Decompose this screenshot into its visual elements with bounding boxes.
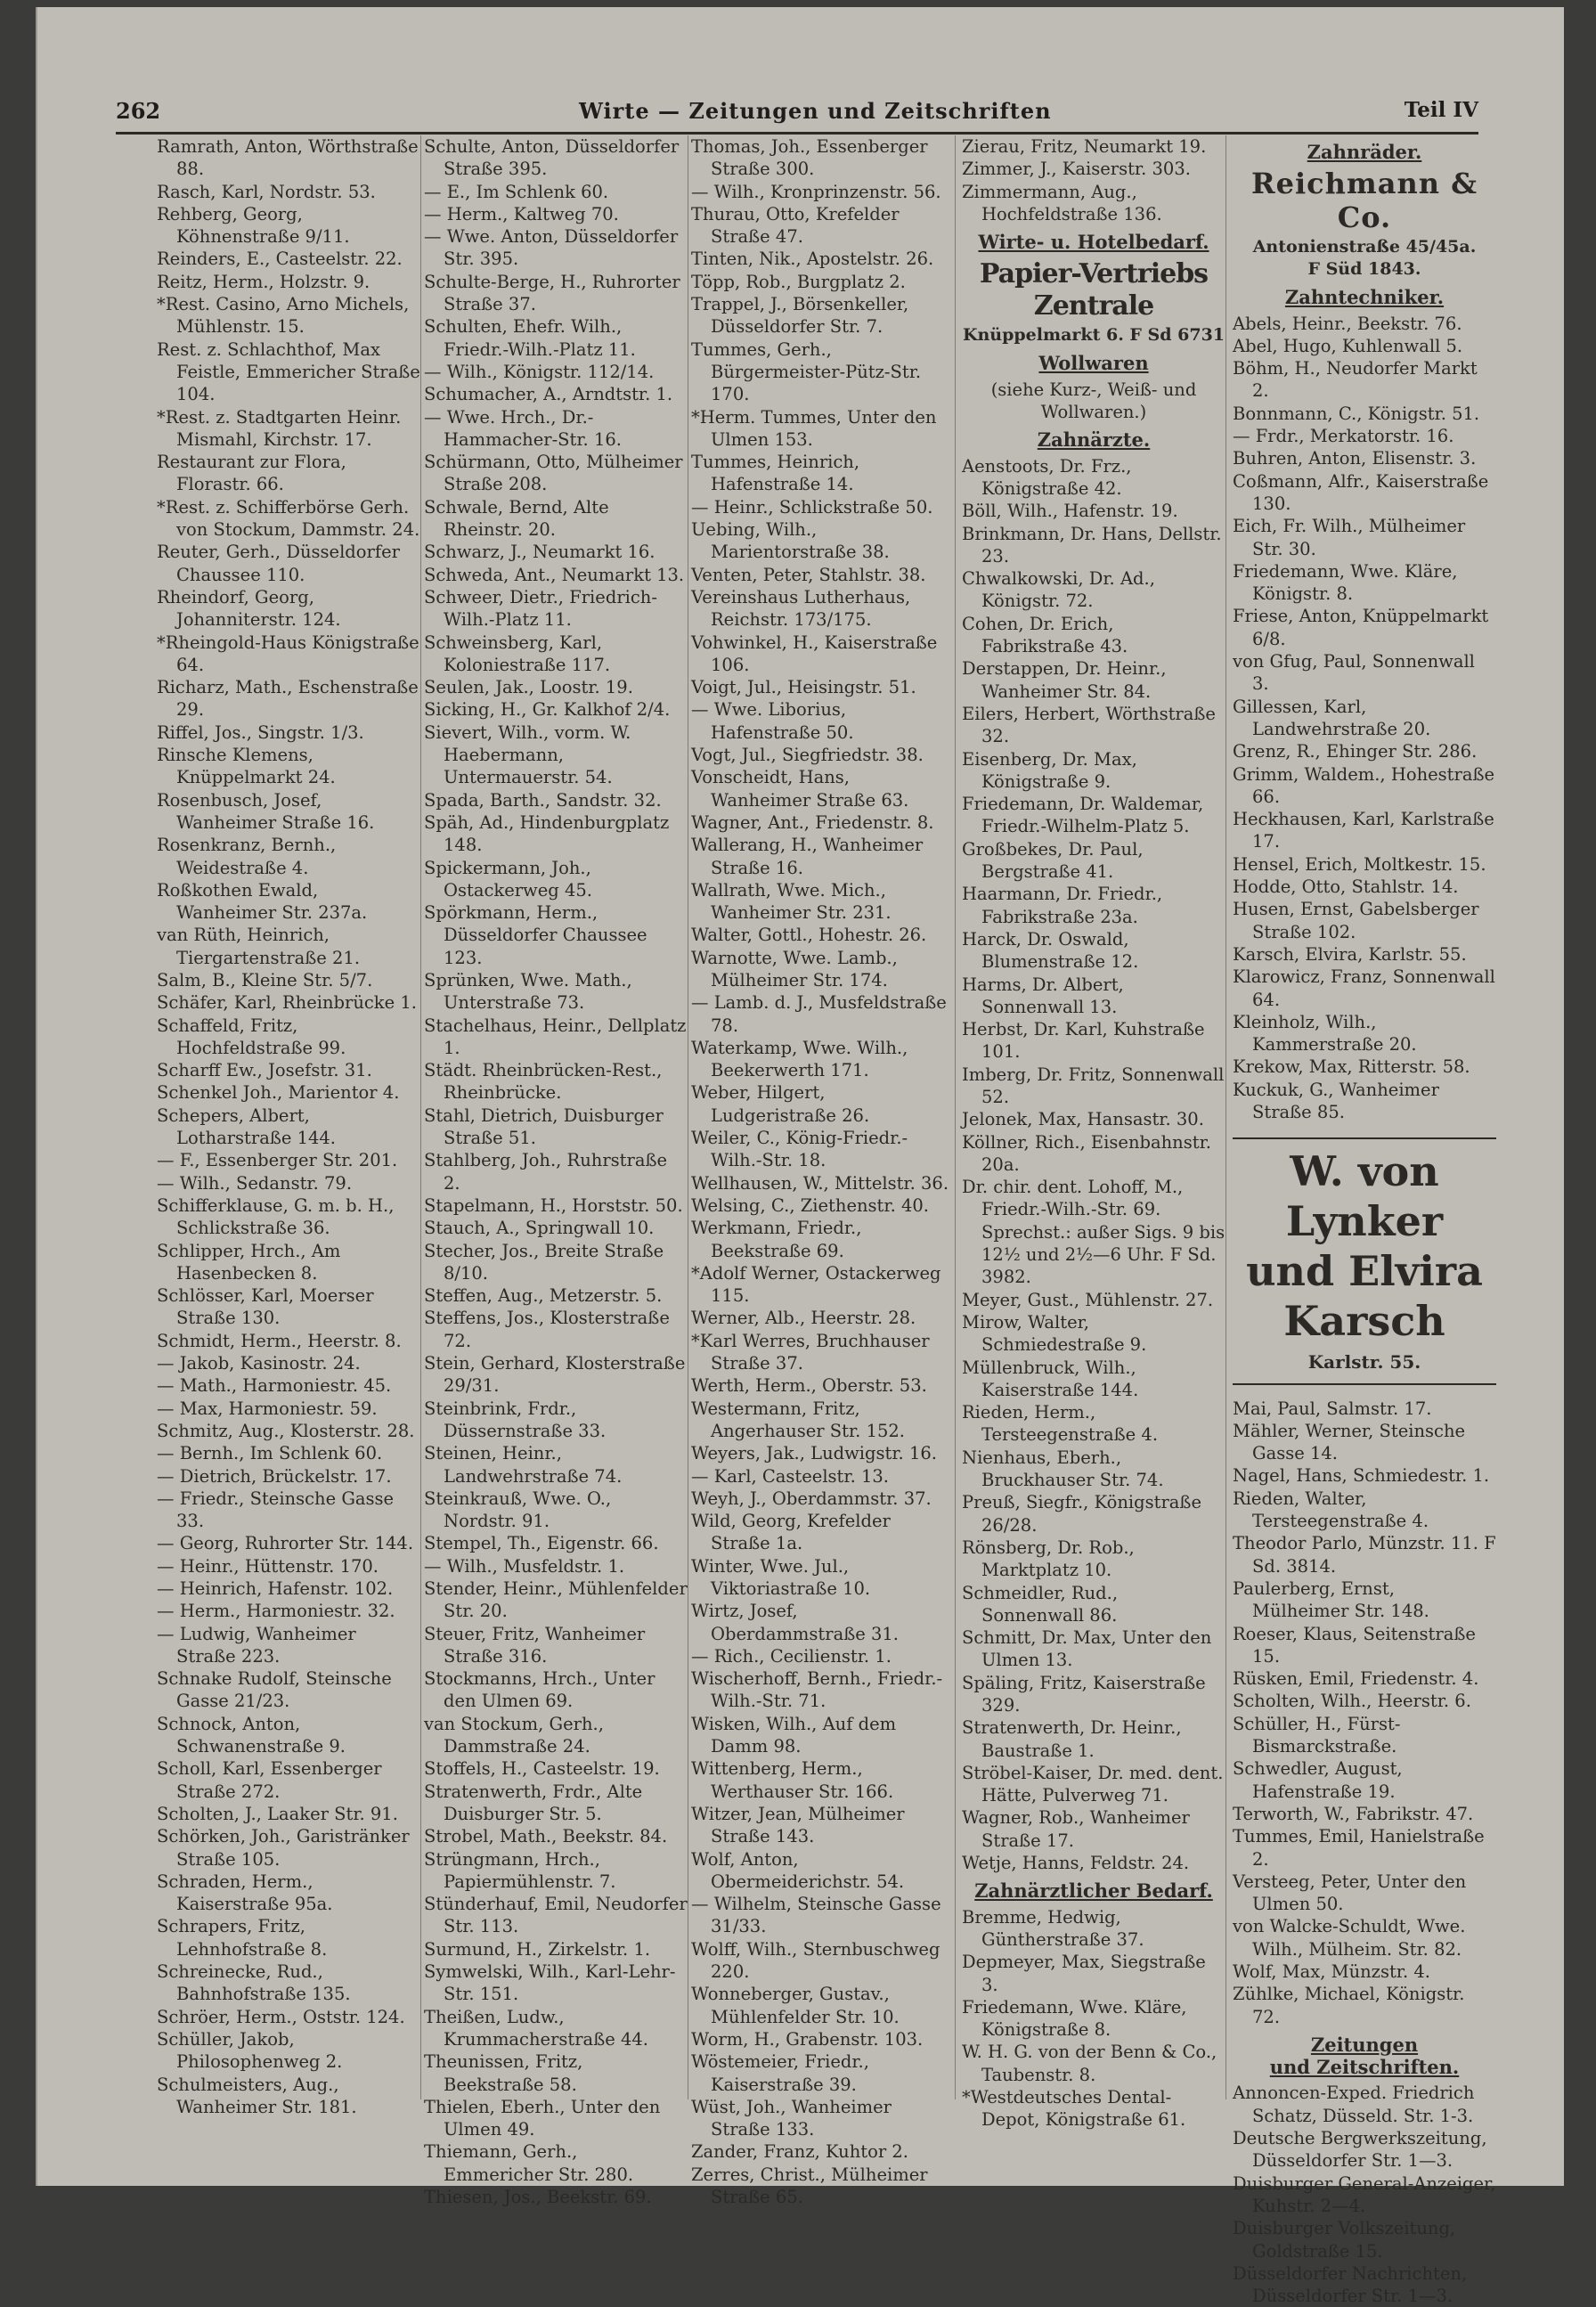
list-item: Eilers, Herbert, Wörthstraße 32. — [962, 703, 1216, 747]
ad-papier-address: Knüppelmarkt 6. F Sd 6731 — [962, 325, 1226, 346]
list-item: Harck, Dr. Oswald, Blumenstraße 12. — [962, 928, 1139, 973]
list-item: Duisburger General-Anzeiger, Kuhstr. 2—4. — [1233, 2172, 1496, 2216]
list-item: *Karl Werres, Bruchhauser Straße 37. — [691, 1330, 930, 1374]
list-item: *Adolf Werner, Ostackerweg 115. — [691, 1262, 941, 1307]
list-item: — Wilh., Musfeldstr. 1. — [424, 1555, 625, 1577]
list-item: Scharff Ew., Josefstr. 31. — [157, 1060, 372, 1081]
list-item: Weyers, Jak., Ludwigstr. 16. — [691, 1443, 937, 1464]
list-item: Abels, Heinr., Beekstr. 76. — [1233, 313, 1462, 334]
list-item: — Frdr., Merkatorstr. 16. — [1233, 426, 1454, 447]
list-item: Schenkel Joh., Marientor 4. — [157, 1082, 400, 1104]
list-item: — E., Im Schlenk 60. — [424, 181, 609, 202]
list-item: Grenz, R., Ehinger Str. 286. — [1233, 741, 1478, 762]
list-item: Krekow, Max, Ritterstr. 58. — [1233, 1056, 1470, 1078]
list-item: Düsseldorfer Nachrichten, Düsseldorfer Str. 1—3. — [1233, 2262, 1468, 2307]
list-item: Großbekes, Dr. Paul, Bergstraße 41. — [962, 838, 1144, 883]
list-item: — Wwe. Hrch., Dr.-Hammacher-Str. 16. — [424, 406, 622, 450]
ad-lynker-address: Karlstr. 55. — [1307, 1351, 1421, 1374]
list-item: Schäfer, Karl, Rheinbrücke 1. — [157, 992, 417, 1014]
list-item: Strüngmann, Hrch., Papiermühlenstr. 7. — [424, 1848, 616, 1892]
list-item: Buhren, Anton, Elisenstr. 3. — [1233, 448, 1477, 469]
list-item: Coßmann, Alfr., Kaiserstraße 130. — [1233, 470, 1489, 514]
list-item: Bremme, Hedwig, Güntherstraße 37. — [962, 1906, 1144, 1950]
list-item: Spörkmann, Herm., Düsseldorfer Chaussee 123. — [424, 902, 647, 968]
list-item: — Karl, Casteelstr. 13. — [691, 1465, 889, 1487]
list-item: Spickermann, Joh., Ostackerweg 45. — [424, 857, 592, 901]
section-heading-wollwaren: Wollwaren — [1038, 352, 1149, 375]
list-item: Stender, Heinr., Mühlenfelder Str. 20. — [424, 1578, 688, 1622]
list-item: Schwale, Bernd, Alte Rheinstr. 20. — [424, 496, 609, 541]
zeitungen-list — [1233, 2082, 1496, 2307]
list-item: Wischerhoff, Bernh., Friedr.-Wilh.-Str. 71. — [691, 1668, 943, 1712]
list-item: Friedemann, Wwe. Kläre, Königstr. 8. — [1233, 560, 1458, 605]
list-item: Strobel, Math., Beekstr. 84. — [424, 1826, 668, 1847]
section-heading-zeitungen-1: Zeitungen — [1310, 2033, 1419, 2056]
list-item: Späling, Fritz, Kaiserstraße 329. — [962, 1672, 1206, 1716]
list-item: von Walcke-Schuldt, Wwe. Wilh., Mülheim. Str. 82. — [1233, 1916, 1466, 1960]
list-item: Heckhausen, Karl, Karlstraße 17. — [1233, 809, 1494, 852]
list-item: Sprünken, Wwe. Math., Unterstraße 73. — [424, 969, 632, 1014]
list-item: Wüst, Joh., Wanheimer Straße 133. — [691, 2096, 892, 2140]
list-item: Wild, Georg, Krefelder Straße 1a. — [691, 1511, 891, 1554]
list-item: Böll, Wilh., Hafenstr. 19. — [962, 501, 1178, 522]
list-item: — Wilh., Kronprinzenstr. 56. — [691, 181, 941, 202]
list-item: Tinten, Nik., Apostelstr. 26. — [691, 249, 934, 270]
list-item: Schürmann, Otto, Mülheimer Straße 208. — [424, 452, 683, 495]
list-item: Welsing, C., Ziethenstr. 40. — [691, 1194, 929, 1216]
list-item: Trappel, J., Börsenkeller, Düsseldorfer Str. 7. — [691, 294, 909, 338]
list-item: Stockmanns, Hrch., Unter den Ulmen 69. — [424, 1668, 656, 1712]
list-item: *Rest. z. Schifferbörse Gerh. von Stockum, Dammstr. 24. — [157, 496, 420, 541]
list-item: Schmitt, Dr. Max, Unter den Ulmen 13. — [962, 1627, 1212, 1671]
list-item: Rest. z. Schlachthof, Max Feistle, Emmericher Straße 104. — [157, 338, 420, 405]
list-item: Ramrath, Anton, Wörthstraße 88. — [157, 136, 419, 180]
list-item: Rönsberg, Dr. Rob., Marktplatz 10. — [962, 1537, 1135, 1581]
list-item: Rehberg, Georg, Köhnenstraße 9/11. — [157, 203, 350, 248]
running-title: Wirte — Zeitungen und Zeitschriften — [579, 98, 1052, 124]
list-item: Weber, Hilgert, Ludgeristraße 26. — [691, 1082, 870, 1126]
list-item: Schüller, H., Fürst-Bismarckstraße. — [1233, 1713, 1401, 1757]
list-item: Dr. chir. dent. Lohoff, M., Friedr.-Wilh.-Str. 69. Sprechst.: außer Sigs. 9 bis 12½ und 2½—6 Uhr. F Sd. 3982. — [962, 1177, 1226, 1288]
section-heading-zeitungen-2: und Zeitschriften. — [1269, 2056, 1460, 2079]
list-item: Wöstemeier, Friedr., Kaiserstraße 39. — [691, 2051, 869, 2095]
list-item: Aenstoots, Dr. Frz., Königstraße 42. — [962, 455, 1132, 499]
list-item: Stachelhaus, Heinr., Dellplatz 1. — [424, 1015, 687, 1058]
list-item: — Heinr., Schlickstraße 50. — [691, 496, 933, 518]
list-item: Stratenwerth, Dr. Heinr., Baustraße 1. — [962, 1717, 1182, 1761]
list-item: Mähler, Werner, Steinsche Gasse 14. — [1233, 1420, 1466, 1464]
list-item: — Jakob, Kasinostr. 24. — [157, 1353, 361, 1374]
list-item: Steffen, Aug., Metzerstr. 5. — [424, 1285, 663, 1307]
list-item: — Bernh., Im Schlenk 60. — [157, 1443, 383, 1464]
list-item: Paulerberg, Ernst, Mülheimer Str. 148. — [1233, 1577, 1429, 1622]
column-4-entries-top — [962, 135, 1226, 225]
list-item: Chwalkowski, Dr. Ad., Königstr. 72. — [962, 568, 1155, 612]
list-item: Werkmann, Friedr., Beekstraße 69. — [691, 1218, 862, 1261]
list-item: Voigt, Jul., Heisingstr. 51. — [691, 677, 916, 698]
list-item: Thurau, Otto, Krefelder Straße 47. — [691, 203, 900, 248]
list-item: Schmeidler, Rud., Sonnenwall 86. — [962, 1582, 1119, 1626]
list-item: Riffel, Jos., Singstr. 1/3. — [157, 721, 364, 743]
list-item: Zühlke, Michael, Königstr. 72. — [1233, 1984, 1465, 2027]
list-item: Thomas, Joh., Essenberger Straße 300. — [691, 136, 928, 180]
list-item: Schweda, Ant., Neumarkt 13. — [424, 564, 685, 585]
list-item: Werner, Alb., Heerstr. 28. — [691, 1308, 916, 1329]
ad-lynker-box — [1233, 1137, 1496, 1384]
list-item: Tummes, Gerh., Bürgermeister-Pütz-Str. 170. — [691, 338, 922, 405]
list-item: Schepers, Albert, Lotharstraße 144. — [157, 1105, 337, 1149]
list-item: Waterkamp, Wwe. Wilh., Beekerwerth 171. — [691, 1037, 908, 1081]
list-item: Friedemann, Wwe. Kläre, Königstraße 8. — [962, 1996, 1187, 2041]
list-item: Thielen, Eberh., Unter den Ulmen 49. — [424, 2096, 661, 2140]
list-item: Thiesen, Jos., Beekstr. 69. — [424, 2187, 652, 2208]
list-item: Walter, Gottl., Hohestr. 26. — [691, 925, 927, 946]
list-item: Theißen, Ludw., Krummacherstraße 44. — [424, 2006, 648, 2050]
list-item: Rinsche Klemens, Knüppelmarkt 24. — [157, 745, 336, 788]
list-item: Seulen, Jak., Loostr. 19. — [424, 677, 633, 698]
list-item: Stempel, Th., Eigenstr. 66. — [424, 1533, 659, 1554]
list-item: Jelonek, Max, Hansastr. 30. — [962, 1109, 1204, 1130]
list-item: — Wwe. Anton, Düsseldorfer Str. 395. — [424, 226, 679, 270]
list-item: Terworth, W., Fabrikstr. 47. — [1233, 1803, 1474, 1824]
list-item: Eich, Fr. Wilh., Mülheimer Str. 30. — [1233, 516, 1466, 559]
list-item: Westermann, Fritz, Angerhauser Str. 152. — [691, 1398, 905, 1441]
list-item: Symwelski, Wilh., Karl-Lehr-Str. 151. — [424, 1961, 676, 2005]
list-item: Rasch, Karl, Nordstr. 53. — [157, 181, 376, 202]
list-item: — Heinr., Hüttenstr. 170. — [157, 1555, 379, 1577]
list-item: Schwarz, J., Neumarkt 16. — [424, 542, 656, 563]
list-item: Husen, Ernst, Gabelsberger Straße 102. — [1233, 899, 1479, 942]
list-item: Wagner, Rob., Wanheimer Straße 17. — [962, 1807, 1190, 1851]
list-item: Schüller, Jakob, Philosophenweg 2. — [157, 2028, 343, 2073]
list-item: Nienhaus, Eberh., Bruckhauser Str. 74. — [962, 1447, 1164, 1491]
list-item: Scholl, Karl, Essenberger Straße 272. — [157, 1758, 382, 1802]
list-item: Cohen, Dr. Erich, Fabrikstraße 43. — [962, 613, 1128, 657]
list-item: Schumacher, A., Arndtstr. 1. — [424, 384, 673, 405]
list-item: — Wilhelm, Steinsche Gasse 31/33. — [691, 1894, 941, 1937]
list-item: Ströbel-Kaiser, Dr. med. dent. Hätte, Pulverweg 71. — [962, 1762, 1224, 1806]
list-item: Vohwinkel, H., Kaiserstraße 106. — [691, 632, 938, 675]
list-item: Schulten, Ehefr. Wilh., Friedr.-Wilh.-Platz 11. — [424, 316, 636, 360]
list-item: Kleinholz, Wilh., Kammerstraße 20. — [1233, 1011, 1417, 1056]
list-item: Vogt, Jul., Siegfriedstr. 38. — [691, 745, 924, 766]
list-item: Wellhausen, W., Mittelstr. 36. — [691, 1172, 949, 1194]
list-item: Harms, Dr. Albert, Sonnenwall 13. — [962, 974, 1124, 1017]
list-item: Weyh, J., Oberdammstr. 37. — [691, 1488, 932, 1509]
column-4 — [962, 135, 1226, 2131]
list-item: Theodor Parlo, Münzstr. 11. F Sd. 3814. — [1233, 1533, 1496, 1577]
list-item: Schlösser, Karl, Moerser Straße 130. — [157, 1285, 374, 1329]
list-item: Schweer, Dietr., Friedrich-Wilh.-Platz 11. — [424, 586, 657, 631]
list-item: Wittenberg, Herm., Werthauser Str. 166. — [691, 1758, 894, 1802]
column-2 — [424, 135, 688, 2208]
list-item: Versteeg, Peter, Unter den Ulmen 50. — [1233, 1871, 1467, 1915]
list-item: Deutsche Bergwerkszeitung, Düsseldorfer Str. 1—3. — [1233, 2128, 1487, 2172]
list-item: Wetje, Hanns, Feldstr. 24. — [962, 1853, 1190, 1874]
list-item: — Heinrich, Hafenstr. 102. — [157, 1578, 394, 1599]
list-item: Gillessen, Karl, Landwehrstraße 20. — [1233, 696, 1431, 739]
list-item: Rieden, Walter, Tersteegenstraße 4. — [1233, 1488, 1429, 1532]
list-item: Stünderhauf, Emil, Neudorfer Str. 113. — [424, 1894, 688, 1937]
list-item: Wagner, Ant., Friedenstr. 8. — [691, 811, 934, 833]
list-item: Stapelmann, H., Horststr. 50. — [424, 1194, 683, 1216]
ad-papier-title: Papier-Vertriebs Zentrale — [979, 258, 1209, 322]
list-item: — Dietrich, Brückelstr. 17. — [157, 1465, 392, 1487]
list-item: Reitz, Herm., Holzstr. 9. — [157, 271, 370, 292]
column-3 — [691, 135, 956, 2208]
list-item: Bonnmann, C., Königstr. 51. — [1233, 403, 1480, 424]
list-item: Abel, Hugo, Kuhlenwall 5. — [1233, 335, 1463, 356]
section-heading-zahntechniker: Zahntechniker. — [1284, 286, 1445, 309]
list-item: Thiemann, Gerh., Emmericher Str. 280. — [424, 2141, 634, 2185]
list-item: Weiler, C., König-Friedr.-Wilh.-Str. 18. — [691, 1128, 908, 1171]
list-item: Richarz, Math., Eschenstraße 29. — [157, 677, 419, 721]
section-heading-wirtebedarf: Wirte- u. Hotelbedarf. — [978, 231, 1209, 254]
ad-reichmann-name: Reichmann & Co. — [1250, 167, 1478, 235]
list-item: Töpp, Rob., Burgplatz 2. — [691, 271, 906, 292]
list-item: Zimmermann, Aug., Hochfeldstraße 136. — [962, 181, 1162, 224]
list-item: Zierau, Fritz, Neumarkt 19. — [962, 136, 1207, 157]
list-item: Preuß, Siegfr., Königstraße 26/28. — [962, 1492, 1201, 1536]
list-item: Müllenbruck, Wilh., Kaiserstraße 144. — [962, 1357, 1139, 1400]
list-item: Venten, Peter, Stahlstr. 38. — [691, 564, 926, 585]
list-item: Rüsken, Emil, Friedenstr. 4. — [1233, 1668, 1479, 1690]
list-item: Schörken, Joh., Garistränker Straße 105. — [157, 1826, 410, 1870]
list-item: Schmitz, Aug., Klosterstr. 28. — [157, 1420, 415, 1441]
list-item: Steinkrauß, Wwe. O., Nordstr. 91. — [424, 1488, 612, 1532]
list-item: Brinkmann, Dr. Hans, Dellstr. 23. — [962, 523, 1222, 567]
list-item: Steuer, Fritz, Wanheimer Straße 316. — [424, 1623, 646, 1667]
list-item: Wallerang, H., Wanheimer Straße 16. — [691, 835, 924, 878]
list-item: Scholten, J., Laaker Str. 91. — [157, 1803, 398, 1824]
list-item: Vonscheidt, Hans, Wanheimer Straße 63. — [691, 767, 909, 811]
list-item: Zerres, Christ., Mülheimer Straße 65. — [691, 2164, 928, 2208]
list-item: *Westdeutsches Dental-Depot, Königstraße 61. — [962, 2087, 1186, 2131]
list-item: Zimmer, J., Kaiserstr. 303. — [962, 159, 1191, 180]
list-item: Schweinsberg, Karl, Koloniestraße 117. — [424, 632, 611, 675]
list-item: Hensel, Erich, Moltkestr. 15. — [1233, 853, 1486, 875]
list-item: Nagel, Hans, Schmiedestr. 1. — [1233, 1465, 1490, 1487]
list-item: Tummes, Heinrich, Hafenstraße 14. — [691, 452, 860, 495]
list-item: Wisken, Wilh., Auf dem Damm 98. — [691, 1713, 897, 1757]
list-item: *Rest. Casino, Arno Michels, Mühlenstr. 15. — [157, 294, 410, 338]
list-item: — Friedr., Steinsche Gasse 33. — [157, 1488, 395, 1532]
list-item: Schraden, Herm., Kaiserstraße 95a. — [157, 1871, 333, 1915]
list-item: *Herm. Tummes, Unter den Ulmen 153. — [691, 406, 937, 450]
list-item: Schulte, Anton, Düsseldorfer Straße 395. — [424, 136, 680, 180]
part-label: Teil IV — [1404, 98, 1478, 122]
list-item: *Rest. z. Stadtgarten Heinr. Mismahl, Kirchstr. 17. — [157, 406, 402, 450]
ad-reichmann-address: Antonienstraße 45/45a. — [1252, 237, 1477, 257]
header-rule — [116, 132, 1478, 135]
list-item: Roßkothen Ewald, Wanheimer Str. 237a. — [157, 879, 368, 924]
list-item: Köllner, Rich., Eisenbahnstr. 20a. — [962, 1131, 1211, 1175]
wollwaren-note: (siehe Kurz-, Weiß- und Wollwaren.) — [990, 379, 1197, 423]
list-item: — Wwe. Liborius, Hafenstraße 50. — [691, 699, 854, 743]
list-item: Späh, Ad., Hindenburgplatz 148. — [424, 811, 670, 856]
list-item: Worm, H., Grabenstr. 103. — [691, 2028, 924, 2050]
list-item: Steinbrink, Frdr., Düssernstraße 33. — [424, 1398, 607, 1441]
list-item: Rosenbusch, Josef, Wanheimer Straße 16. — [157, 789, 375, 833]
list-item: — Max, Harmoniestr. 59. — [157, 1398, 378, 1419]
list-item: Imberg, Dr. Fritz, Sonnenwall 52. — [962, 1064, 1225, 1107]
list-item: — F., Essenberger Str. 201. — [157, 1150, 398, 1171]
list-item: — Wilh., Sedanstr. 79. — [157, 1172, 353, 1194]
list-item: Schifferklause, G. m. b. H., Schlickstraße 36. — [157, 1194, 395, 1239]
list-item: W. H. G. von der Benn & Co., Taubenstr. 8. — [962, 2042, 1217, 2085]
list-item: Wolff, Wilh., Sternbuschweg 220. — [691, 1938, 940, 1983]
list-item: Schaffeld, Fritz, Hochfeldstraße 99. — [157, 1015, 346, 1058]
list-item: Winter, Wwe. Jul., Viktoriastraße 10. — [691, 1555, 871, 1599]
list-item: Hodde, Otto, Stahlstr. 14. — [1233, 876, 1459, 898]
list-item: Schmidt, Herm., Heerstr. 8. — [157, 1330, 402, 1351]
list-item: Schreinecke, Rud., Bahnhofstraße 135. — [157, 1961, 351, 2005]
list-item: von Gfug, Paul, Sonnenwall 3. — [1233, 651, 1475, 695]
list-item: Stauch, A., Springwall 10. — [424, 1218, 655, 1239]
list-item: Witzer, Jean, Mülheimer Straße 143. — [691, 1803, 905, 1847]
list-item: Duisburger Volkszeitung, Goldstraße 15. — [1233, 2218, 1456, 2262]
list-item: — Rich., Cecilienstr. 1. — [691, 1645, 892, 1667]
list-item: Schlipper, Hrch., Am Hasenbecken 8. — [157, 1240, 341, 1284]
section-heading-zahnaerzte: Zahnärzte. — [1037, 428, 1151, 452]
list-item: van Rüth, Heinrich, Tiergartenstraße 21. — [157, 925, 361, 968]
list-item: Stoffels, H., Casteelstr. 19. — [424, 1758, 660, 1780]
zahnbedarf-list — [962, 1906, 1226, 2132]
list-item: Karsch, Elvira, Karlstr. 55. — [1233, 943, 1467, 965]
zahntechniker-list-b — [1233, 1398, 1496, 2028]
list-item: — Wilh., Königstr. 112/14. — [424, 361, 655, 382]
list-item: Schulte-Berge, H., Ruhrorter Straße 37. — [424, 271, 680, 315]
list-item: Warnotte, Wwe. Lamb., Mülheimer Str. 174. — [691, 947, 898, 990]
list-item: Stahl, Dietrich, Duisburger Straße 51. — [424, 1105, 664, 1149]
list-item: van Stockum, Gerh., Dammstraße 24. — [424, 1713, 604, 1757]
list-item: Schnake Rudolf, Steinsche Gasse 21/23. — [157, 1668, 392, 1712]
list-item: Friedemann, Dr. Waldemar, Friedr.-Wilhelm-Platz 5. — [962, 794, 1204, 837]
section-heading-zahnbedarf: Zahnärztlicher Bedarf. — [974, 1879, 1213, 1903]
list-item: Stahlberg, Joh., Ruhrstraße 2. — [424, 1150, 668, 1194]
list-item: Schwedler, August, Hafenstraße 19. — [1233, 1758, 1403, 1802]
list-item: Schnock, Anton, Schwanenstraße 9. — [157, 1713, 346, 1757]
list-item: Wonneberger, Gustav., Mühlenfelder Str. 10. — [691, 1984, 900, 2027]
list-item: Rheindorf, Georg, Johanniterstr. 124. — [157, 586, 341, 631]
list-item: — Herm., Harmoniestr. 32. — [157, 1601, 395, 1622]
section-heading-zahnraeder: Zahnräder. — [1307, 141, 1422, 163]
list-item: Stratenwerth, Frdr., Alte Duisburger Str. 5. — [424, 1781, 643, 1824]
ad-lynker-line2: und Elvira Karsch — [1246, 1247, 1483, 1346]
list-item: *Rheingold-Haus Königstraße 64. — [157, 632, 419, 675]
list-item: Haarmann, Dr. Friedr., Fabrikstraße 23a. — [962, 884, 1163, 927]
list-item: Schulmeisters, Aug., Wanheimer Str. 181. — [157, 2074, 357, 2117]
list-item: Wolf, Max, Münzstr. 4. — [1233, 1961, 1430, 1982]
list-item: Meyer, Gust., Mühlenstr. 27. — [962, 1289, 1214, 1310]
list-item: Stein, Gerhard, Klosterstraße 29/31. — [424, 1353, 686, 1397]
list-item: Stecher, Jos., Breite Straße 8/10. — [424, 1240, 664, 1284]
list-item: Städt. Rheinbrücken-Rest., Rheinbrücke. — [424, 1060, 663, 1104]
list-item: Grimm, Waldem., Hohestraße 66. — [1233, 763, 1495, 807]
zahntechniker-list-a — [1233, 313, 1496, 1124]
list-item: Restaurant zur Flora, Florastr. 66. — [157, 452, 346, 495]
list-item: Uebing, Wilh., Marientorstraße 38. — [691, 519, 890, 563]
list-item: Vereinshaus Lutherhaus, Reichstr. 173/175. — [691, 586, 911, 631]
list-item: Sicking, H., Gr. Kalkhof 2/4. — [424, 699, 671, 721]
list-item: Spada, Barth., Sandstr. 32. — [424, 789, 662, 811]
list-item: Wirtz, Josef, Oberdammstraße 31. — [691, 1601, 899, 1644]
ad-lynker-line1: W. von Lynker — [1285, 1147, 1444, 1246]
list-item: Herbst, Dr. Karl, Kuhstraße 101. — [962, 1019, 1205, 1063]
list-item: Theunissen, Fritz, Beekstraße 58. — [424, 2051, 583, 2095]
list-item: Wallrath, Wwe. Mich., Wanheimer Str. 231. — [691, 879, 892, 924]
list-item: Reinders, E., Casteelstr. 22. — [157, 249, 403, 270]
list-item: Depmeyer, Max, Siegstraße 3. — [962, 1952, 1206, 1995]
list-item: Schröer, Herm., Oststr. 124. — [157, 2006, 405, 2027]
list-item: Friese, Anton, Knüppelmarkt 6/8. — [1233, 606, 1489, 649]
ad-reichmann-phone: F Süd 1843. — [1307, 259, 1421, 280]
page-number: 262 — [116, 98, 161, 124]
list-item: Reuter, Gerh., Düsseldorfer Chaussee 110. — [157, 542, 400, 585]
zahnaerzte-list — [962, 455, 1226, 1875]
list-item: Schrapers, Fritz, Lehnhofstraße 8. — [157, 1916, 328, 1960]
list-item: — Lamb. d. J., Musfeldstraße 78. — [691, 992, 947, 1036]
list-item: Eisenberg, Dr. Max, Königstraße 9. — [962, 748, 1137, 792]
list-item: Kuckuk, G., Wanheimer Straße 85. — [1233, 1079, 1439, 1122]
list-item: — Math., Harmoniestr. 45. — [157, 1375, 392, 1397]
list-item: Zander, Franz, Kuhtor 2. — [691, 2141, 908, 2163]
list-item: Werth, Herm., Oberstr. 53. — [691, 1375, 927, 1397]
list-item: — Ludwig, Wanheimer Straße 223. — [157, 1623, 356, 1667]
list-item: Böhm, H., Neudorfer Markt 2. — [1233, 358, 1478, 402]
list-item: Wolf, Anton, Obermeiderichstr. 54. — [691, 1848, 905, 1892]
list-item: Salm, B., Kleine Str. 5/7. — [157, 969, 373, 990]
list-item: — Herm., Kaltweg 70. — [424, 203, 619, 224]
list-item: Klarowicz, Franz, Sonnenwall 64. — [1233, 966, 1495, 1010]
list-item: Steffens, Jos., Klosterstraße 72. — [424, 1308, 670, 1351]
list-item: Mai, Paul, Salmstr. 17. — [1233, 1398, 1432, 1419]
list-item: Surmund, H., Zirkelstr. 1. — [424, 1938, 651, 1960]
list-item: — Georg, Ruhrorter Str. 144. — [157, 1533, 414, 1554]
list-item: Roeser, Klaus, Seitenstraße 15. — [1233, 1623, 1476, 1667]
list-item: Annoncen-Exped. Friedrich Schatz, Düsseld. Str. 1-3. — [1233, 2083, 1475, 2126]
list-item: Mirow, Walter, Schmiedestraße 9. — [962, 1311, 1147, 1356]
list-item: Derstappen, Dr. Heinr., Wanheimer Str. 84. — [962, 658, 1167, 702]
column-1 — [157, 135, 421, 2117]
column-5 — [1233, 135, 1496, 2307]
list-item: Rieden, Herm., Tersteegenstraße 4. — [962, 1402, 1159, 1446]
page-header — [116, 98, 1478, 128]
list-item: Tummes, Emil, Hanielstraße 2. — [1233, 1826, 1485, 1870]
list-item: Steinen, Heinr., Landwehrstraße 74. — [424, 1443, 623, 1487]
list-item: Sievert, Wilh., vorm. W. Haebermann, Untermauerstr. 54. — [424, 721, 631, 788]
list-item: Rosenkranz, Bernh., Weidestraße 4. — [157, 835, 337, 878]
list-item: Scholten, Wilh., Heerstr. 6. — [1233, 1691, 1471, 1712]
